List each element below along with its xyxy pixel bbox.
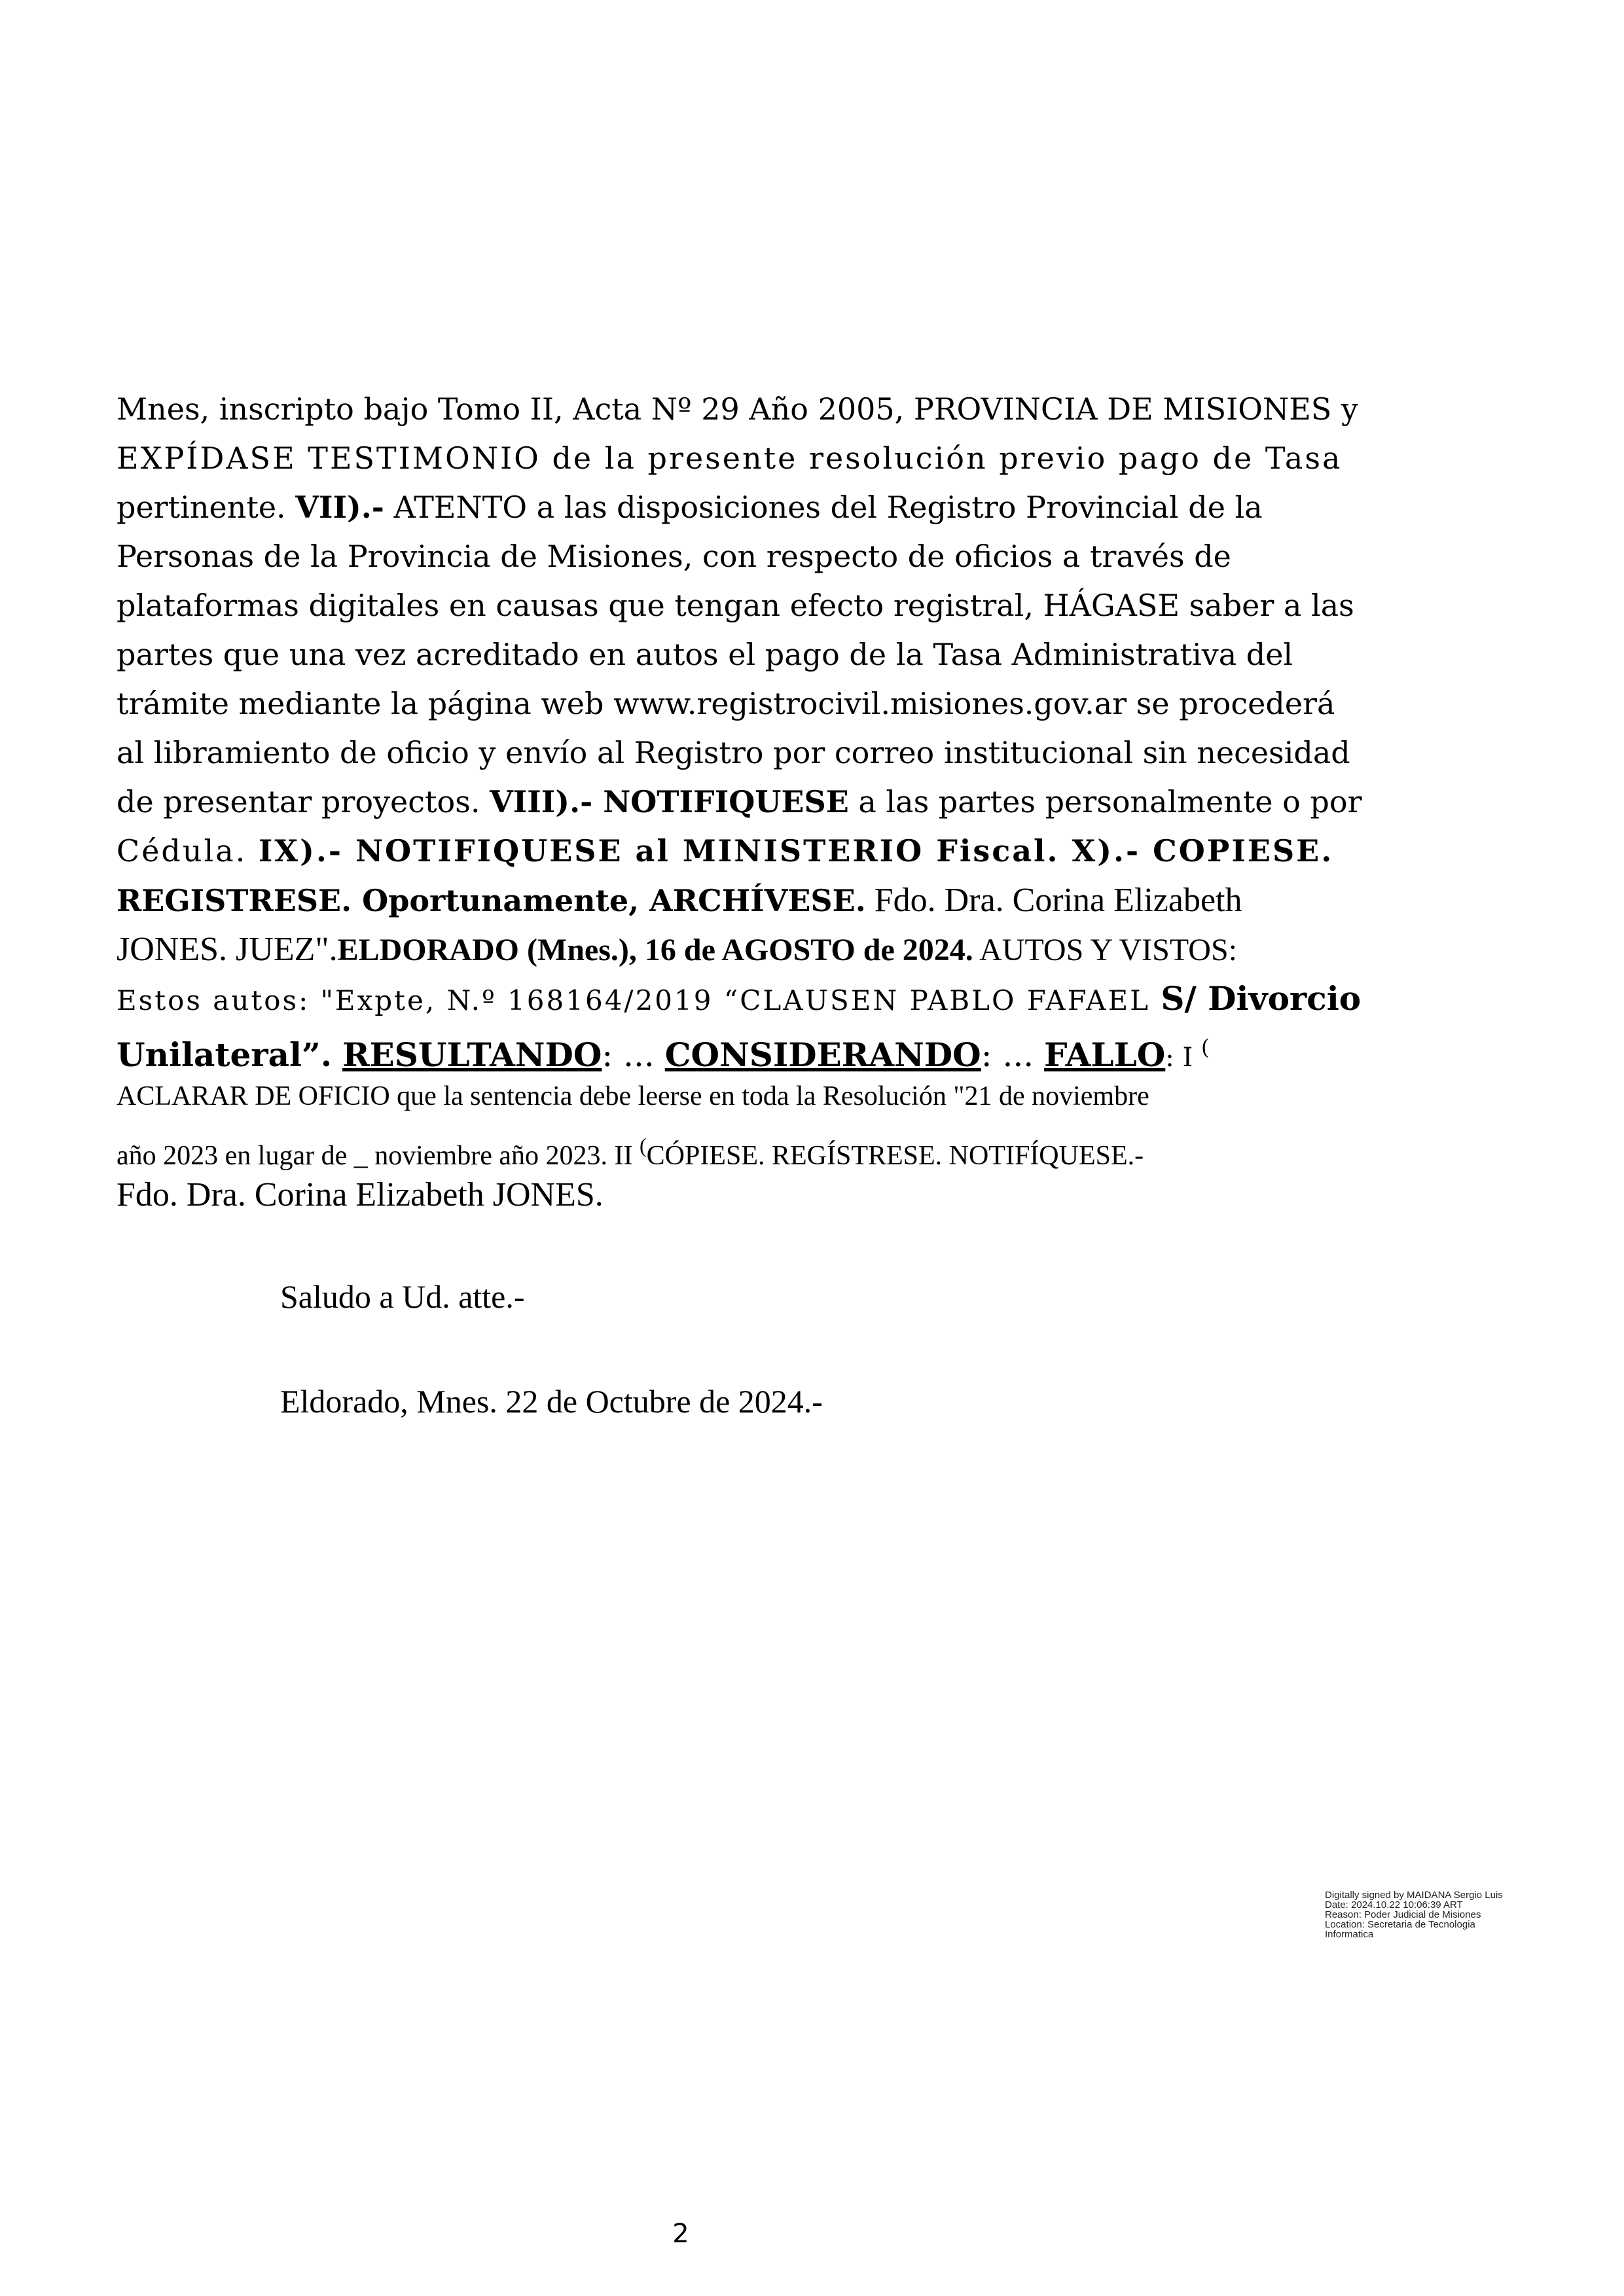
text-line-10: Cédula. IX).- NOTIFIQUESE al MINISTERIO Fiscal. X).- COPIESE. xyxy=(117,833,1334,869)
signature-reason: Reason: Poder Judicial de Misiones xyxy=(1325,1909,1481,1920)
digital-signature-stamp xyxy=(1325,1890,1600,1939)
signature-date: Date: 2024.10.22 10:06:39 ART xyxy=(1325,1899,1463,1910)
resolution-text xyxy=(117,385,1362,1219)
signature-location: Location: Secretaria de Tecnologia xyxy=(1325,1919,1475,1930)
text-line-15: ACLARAR DE OFICIO que la sentencia debe leerse en toda la Resolución "21 de noviembre xyxy=(117,1081,1149,1111)
text-line-14: Unilateral”. RESULTANDO: ... CONSIDERANDO: ... FALLO: I ( xyxy=(117,1035,1210,1074)
text-line-12: JONES. JUEZ".ELDORADO (Mnes.), 16 de AGOSTO de 2024. AUTOS Y VISTOS: xyxy=(117,931,1237,968)
text-line-1: Mnes, inscripto bajo Tomo II, Acta Nº 29 Año 2005, PROVINCIA DE MISIONES y xyxy=(117,391,1358,427)
text-line-4: Personas de la Provincia de Misiones, con respecto de oficios a través de xyxy=(117,539,1231,574)
text-line-17: Fdo. Dra. Corina Elizabeth JONES. xyxy=(117,1176,604,1213)
text-line-16: año 2023 en lugar de _ noviembre año 2023. II (CÓPIESE. REGÍSTRESE. NOTIFÍQUESE.- xyxy=(117,1134,1144,1171)
signature-location-cont: Informatica xyxy=(1325,1929,1374,1940)
page-number: 2 xyxy=(672,2219,689,2249)
text-line-13: Estos autos: "Expte, N.º 168164/2019 “CLAUSEN PABLO FAFAEL S/ Divorcio xyxy=(117,979,1362,1018)
closing-place-date: Eldorado, Mnes. 22 de Octubre de 2024.- xyxy=(280,1383,823,1420)
text-line-6: partes que una vez acreditado en autos el pago de la Tasa Administrativa del xyxy=(117,637,1293,672)
closing-greeting: Saludo a Ud. atte.- xyxy=(280,1278,525,1315)
text-line-8: al libramiento de oficio y envío al Registro por correo institucional sin necesidad xyxy=(117,735,1350,770)
text-line-7: trámite mediante la página web www.registrocivil.misiones.gov.ar se procederá xyxy=(117,686,1335,721)
signature-signer: Digitally signed by MAIDANA Sergio Luis xyxy=(1325,1890,1503,1901)
text-line-2: EXPÍDASE TESTIMONIO de la presente resolución previo pago de Tasa xyxy=(117,440,1343,476)
text-line-11: REGISTRESE. Oportunamente, ARCHÍVESE. Fdo. Dra. Corina Elizabeth xyxy=(117,882,1242,919)
text-line-5: plataformas digitales en causas que tengan efecto registral, HÁGASE saber a las xyxy=(117,588,1354,623)
text-line-9: de presentar proyectos. VIII).- NOTIFIQUESE a las partes personalmente o por xyxy=(117,784,1362,819)
text-line-3: pertinente. VII).- ATENTO a las disposiciones del Registro Provincial de la xyxy=(117,490,1263,525)
